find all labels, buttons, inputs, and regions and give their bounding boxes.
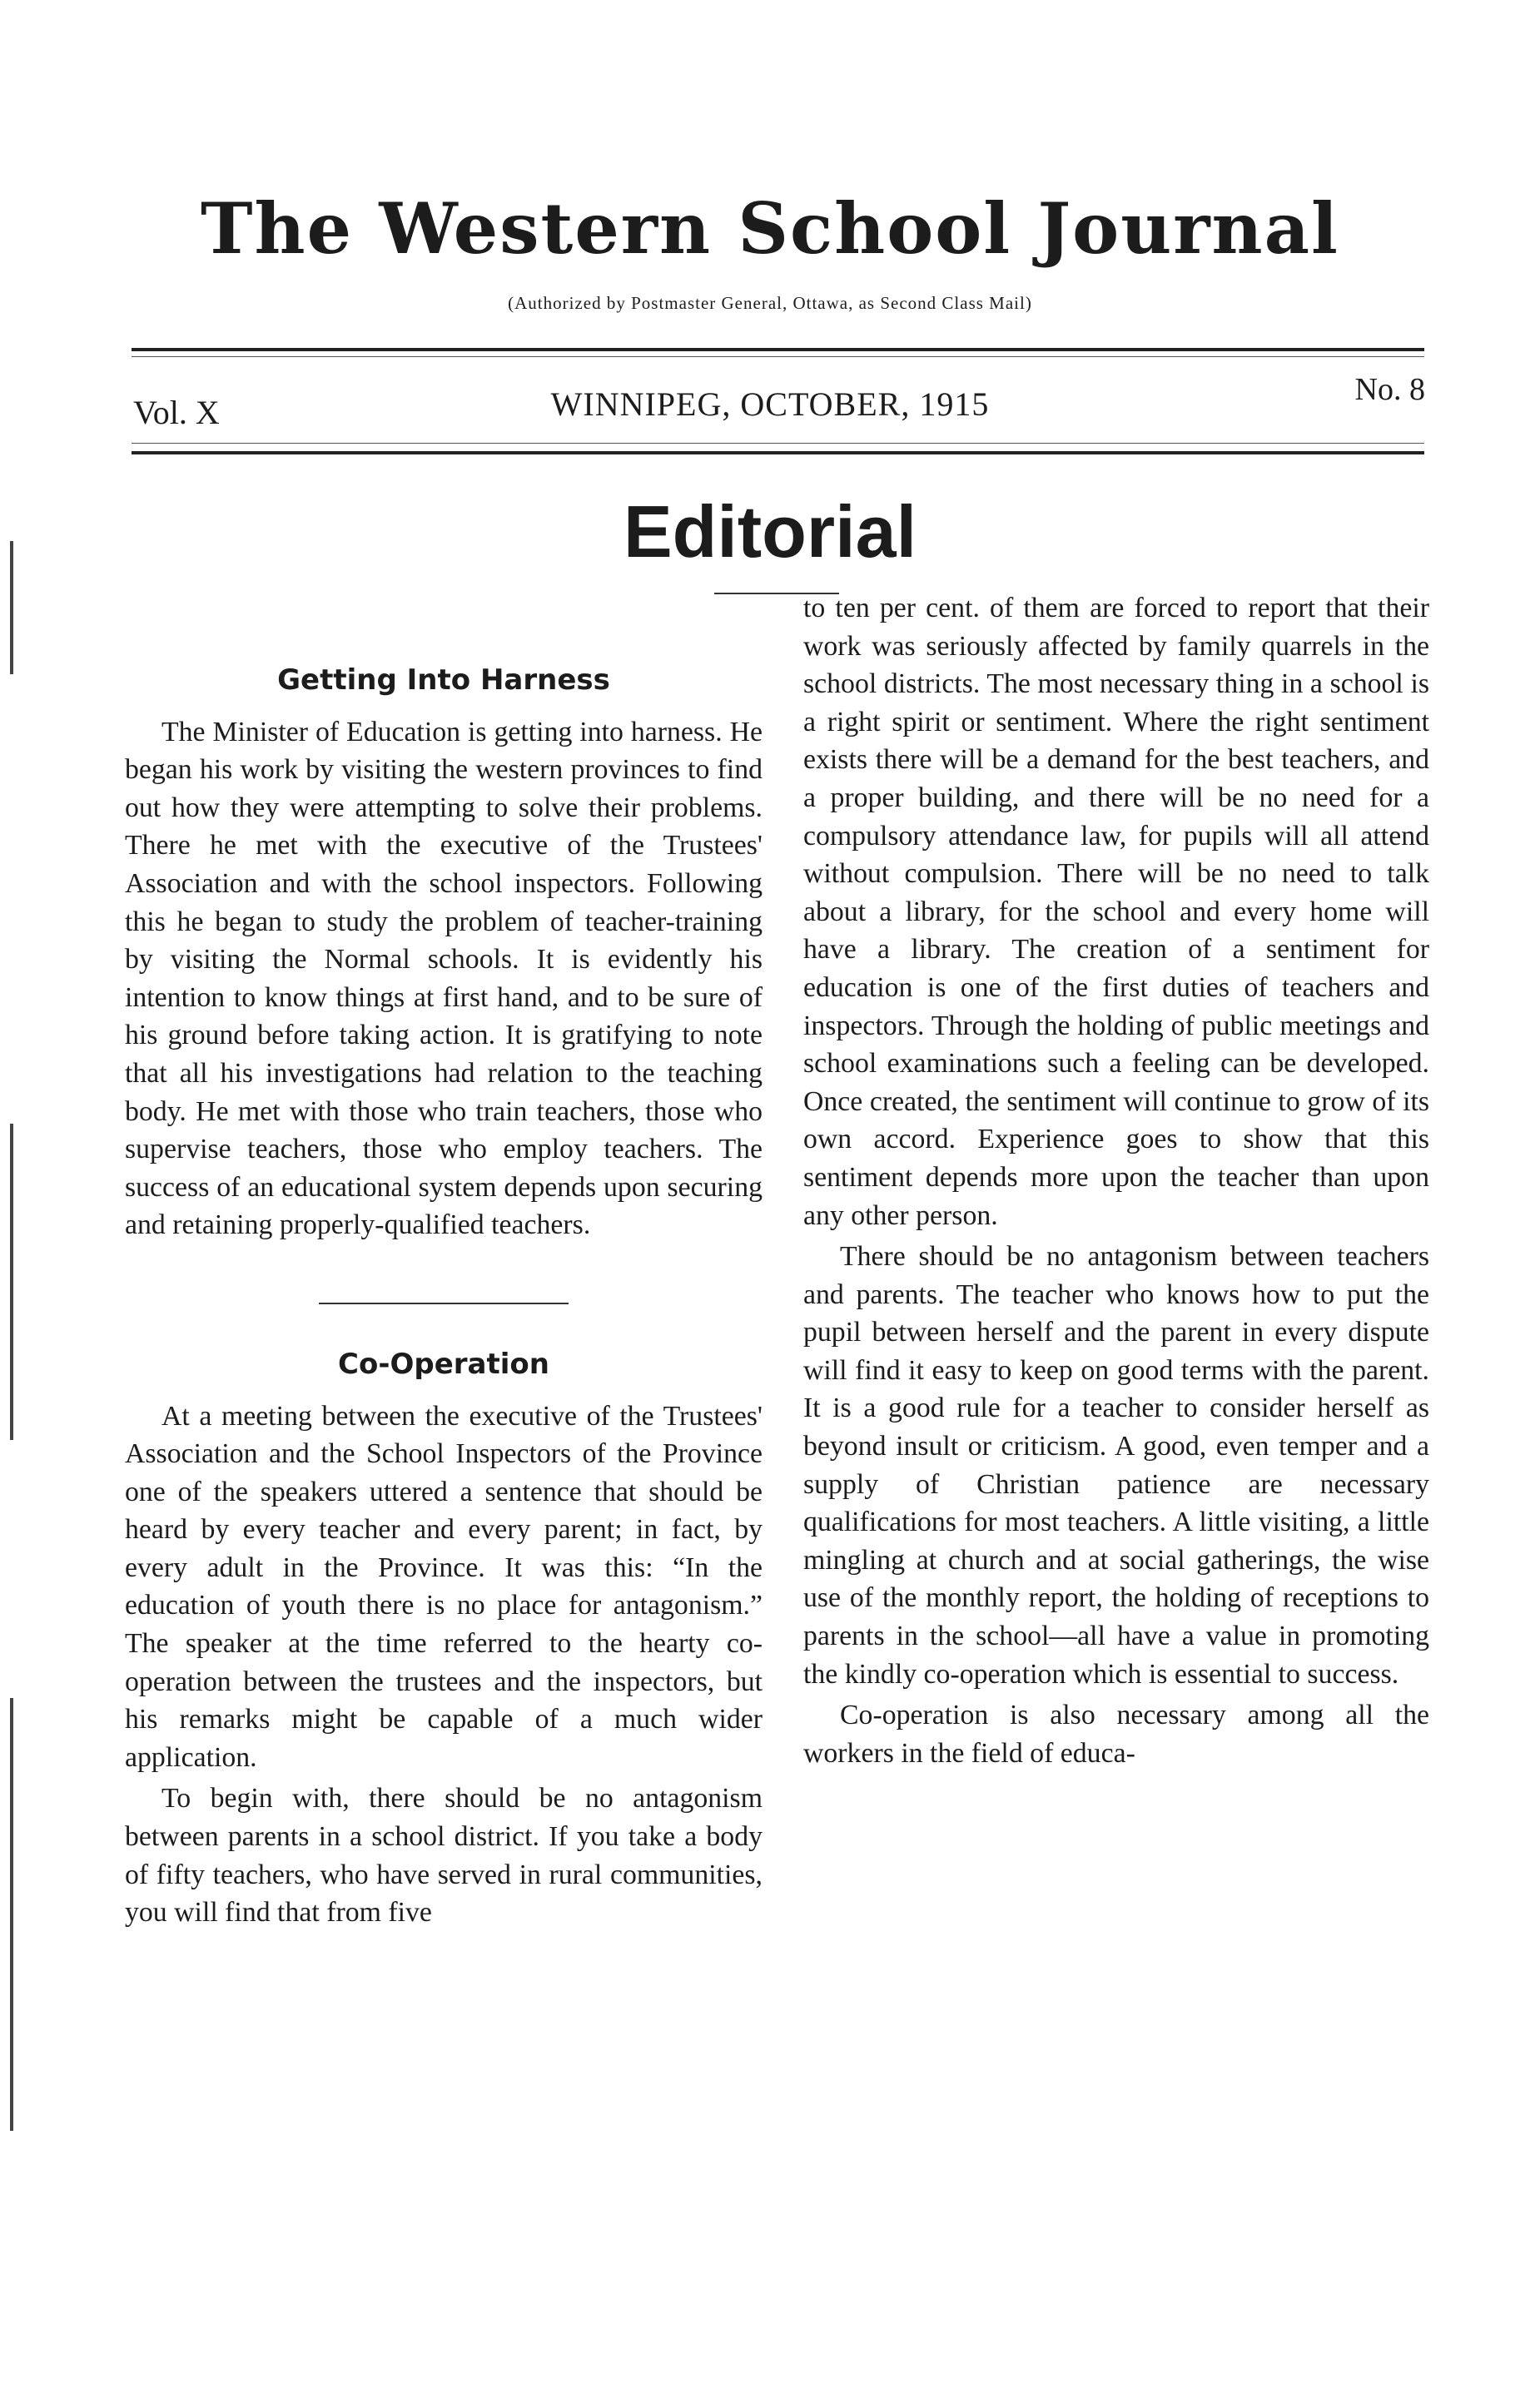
issue-number: No. 8 [1354,372,1425,407]
article-heading-cooperation: Co-Operation [338,1347,549,1381]
article-paragraph: To begin with, there should be no antagonism between parents in a school district. If you take a body of fifty teachers, who have served in rural communities, you will find that from five [125,1783,763,1929]
margin-mark-1 [10,541,13,674]
margin-mark-2 [10,1124,13,1440]
masthead-top-rule [132,348,1424,351]
masthead-bottom-rule [132,451,1424,454]
masthead-bottom-rule-thin [132,443,1424,444]
margin-mark-3 [10,1698,13,2131]
masthead-top-rule-thin [132,356,1424,357]
article-heading-harness: Getting Into Harness [277,663,610,697]
article-paragraph: to ten per cent. of them are forced to report that their work was seriously affected by family quarrels in the school districts. The most necessary thing in a school is a right spirit or sentiment. Where the right sentiment exists there will be a demand for the best teachers, and a proper building, and there will be no need for a compulsory attendance law, for pupils will all attend without compulsion. There will be no need to talk about a library, for the school and every home will have a library. The creation of a sentiment for education is one of the first duties of teachers and inspectors. Through the holding of public meetings and school examinations such a feeling can be developed. Once created, the sentiment will continue to grow of its own accord. Experience goes to show that this sentiment depends more upon the teacher than upon any other person. [803,593,1429,1231]
volume-label: Vol. X [133,394,220,431]
right-column [803,589,1429,1772]
article-separator [319,1303,569,1304]
article-paragraph: The Minister of Education is getting into harness. He began his work by visiting the western provinces to find out how they were attempting to solve their problems. There he met with the executive of the Trustees' Association and with the school inspectors. Following this he began to study the problem of teacher-training by visiting the Normal schools. It is evidently his intention to know things at first hand, and to be sure of his ground before taking action. It is gratifying to note that all his investigations had relation to the teaching body. He met with those who train teachers, those who supervise teachers, those who employ teachers. The success of an educational system depends upon securing and retaining properly-qualified teachers. [125,716,763,1241]
article-paragraph: At a meeting between the executive of the Trustees' Association and the School Inspectors of the Province one of the speakers uttered a sentence that should be heard by every teacher and every parent; in fact, by every adult in the Province. It was this: “In the education of youth there is no place for antagonism.” The speaker at the time referred to the hearty co-operation between the trustees and the inspectors, but his remarks might be capable of a much wider application. [125,1400,763,1773]
article-paragraph: There should be no antagonism between teachers and parents. The teacher who knows how to put the pupil between herself and the parent in every dispute will find it easy to keep on good terms with the parent. It is a good rule for a teacher to consider herself as beyond insult or criticism. A good, even temper and a supply of Christian patience are necessary qualifications for most teachers. A little visiting, a little mingling at church and at social gatherings, the wise use of the monthly report, the holding of receptions to parents in the school—all have a value in promoting the kindly co-operation which is essential to success. [803,1241,1429,1690]
dateline: WINNIPEG, OCTOBER, 1915 [550,385,990,423]
masthead-title: The Western School Journal [201,187,1339,270]
section-title: Editorial [623,490,917,573]
authorization-note: (Authorized by Postmaster General, Ottawa, as Second Class Mail) [508,293,1032,313]
left-column [125,662,763,1932]
article-paragraph: Co-operation is also necessary among all the workers in the field of educa- [803,1700,1429,1769]
